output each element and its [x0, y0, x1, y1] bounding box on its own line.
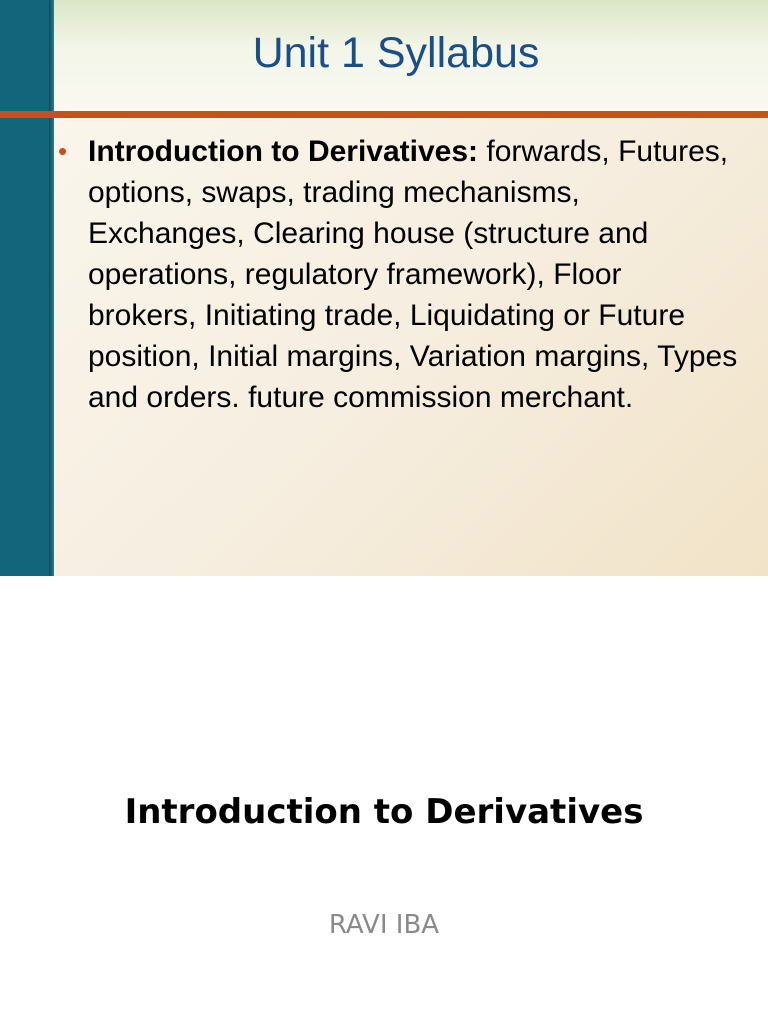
bullet-list [58, 131, 738, 418]
presentation-title: Introduction to Derivatives [124, 792, 644, 832]
presentation-author: RAVI IBA [328, 910, 440, 940]
title-divider [0, 111, 768, 118]
slide-sidebar [0, 0, 49, 576]
bullet-item [58, 131, 738, 418]
bullet-body-text: forwards, Futures, options, swaps, trading mechanisms, Exchanges, Clearing house (structure and operations, regulatory framework), Floor brokers, Initiating trade, Liquidating or Future position, Initial margins, Variation margins, Types and orders. future commission merchant. [88, 135, 738, 414]
slide-title: Unit 1 Syllabus [252, 29, 540, 77]
bullet-lead-text: Introduction to Derivatives: [88, 135, 479, 168]
title-slide [0, 576, 768, 1024]
bullet-marker: • [58, 136, 68, 166]
